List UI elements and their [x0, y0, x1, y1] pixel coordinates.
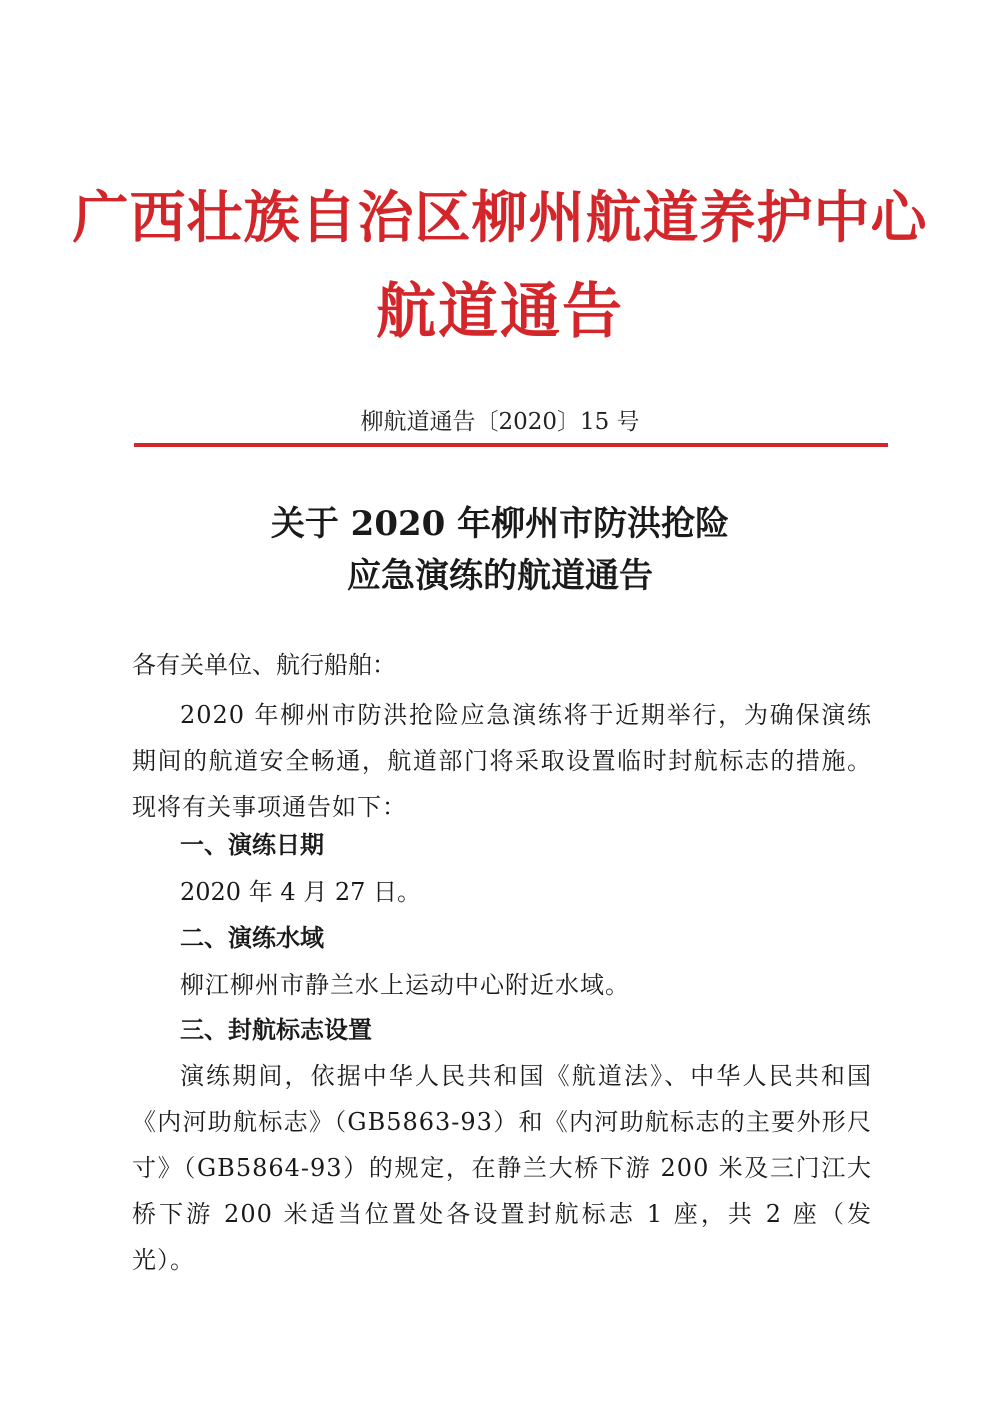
- intro-paragraph: 2020 年柳州市防洪抢险应急演练将于近期举行，为确保演练期间的航道安全畅通，航道部门将采取设置临时封航标志的措施。现将有关事项通告如下：: [132, 701, 872, 821]
- issuing-organization: 广西壮族自治区柳州航道养护中心: [72, 185, 928, 251]
- document-number: 柳航道通告〔2020〕15 号: [360, 409, 640, 435]
- section-heading-closure-signs: 三、封航标志设置: [180, 1016, 372, 1044]
- section-content-drill-date: 2020 年 4 月 27 日。: [180, 878, 422, 906]
- section-content-closure-signs: 演练期间，依据中华人民共和国《航道法》、中华人民共和国《内河助航标志》（GB5863-93）和《内河助航标志的主要外形尺寸》（GB5864-93）的规定，在静兰大桥下游 200 米及三门江大桥下游 200 米适当位置处各设置封航标志 1 座，共 2 座（发光）。: [132, 1062, 872, 1274]
- red-divider-line: [134, 443, 888, 447]
- document-type-heading: 航道通告: [376, 277, 624, 347]
- section-heading-drill-date: 一、演练日期: [180, 831, 324, 859]
- salutation: 各有关单位、航行船舶：: [132, 651, 396, 679]
- section-content-drill-waters: 柳江柳州市静兰水上运动中心附近水域。: [180, 971, 630, 999]
- notice-title: [0, 498, 1000, 602]
- notice-title-line-2: 应急演练的航道通告: [347, 556, 653, 596]
- notice-title-line-1: 关于 2020 年柳州市防洪抢险: [270, 504, 730, 544]
- section-heading-drill-waters: 二、演练水域: [180, 924, 324, 952]
